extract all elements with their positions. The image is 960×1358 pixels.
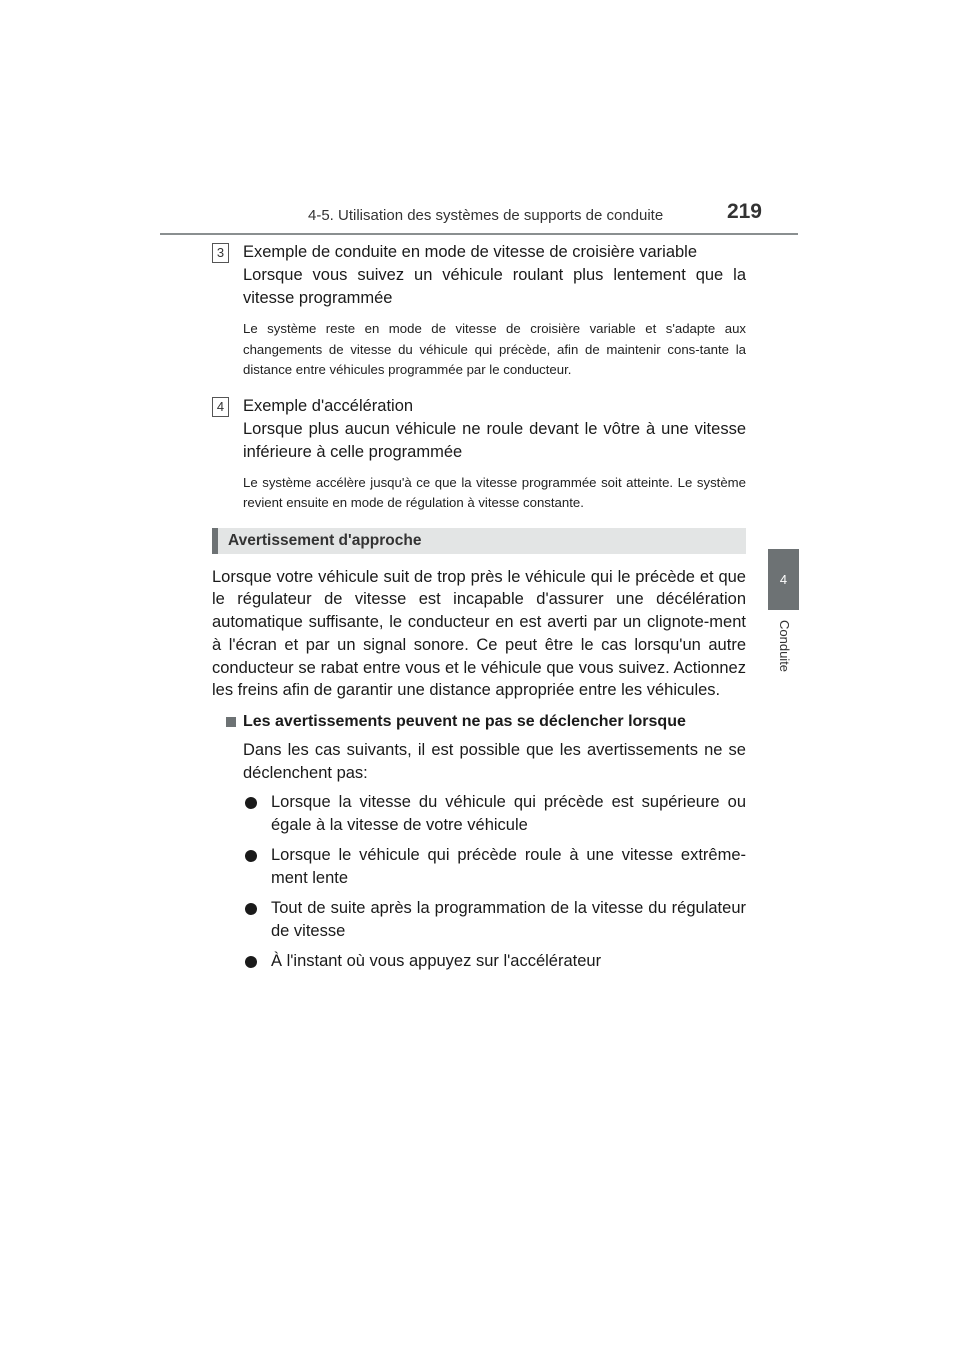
header-divider	[160, 233, 798, 235]
bullet-item	[212, 791, 746, 837]
bullet-dot-icon	[245, 956, 257, 968]
list-item-3	[212, 241, 746, 381]
page-number: 219	[726, 200, 762, 223]
item-title: Exemple d'accélération	[243, 396, 414, 415]
section-paragraph: Lorsque votre véhicule suit de trop près le véhicule qui le précède et que le régulateur de vitesse est incapable d'assurer une décélération automatique suffisante, le conducteur en est averti par un clignote-ment à l'écran et par un signal sonore. Ce peut être le cas lorsqu'un autre conducteur se rabat entre vous et le véhicule que vous suivez. Actionnez les freins afin de garantir une distance appropriée entre les véhicules.	[212, 567, 746, 700]
subheading-text: Les avertissements peuvent ne pas se déclencher lorsque	[243, 713, 686, 731]
item-number-badge: 4	[212, 397, 229, 417]
chapter-tab	[768, 549, 799, 610]
item-note: Le système reste en mode de vitesse de croisière variable et s'adapte aux changements de vitesse du véhicule qui précède, afin de maintenir cons-tante la distance entre véhicules programmée par le conducteur.	[243, 321, 746, 377]
bullet-dot-icon	[245, 850, 257, 862]
bullet-dot-icon	[245, 797, 257, 809]
item-subtitle: Lorsque vous suivez un véhicule roulant plus lentement que la vitesse programmée	[243, 266, 746, 307]
bullet-text: À l'instant où vous appuyez sur l'accélérateur	[271, 952, 602, 971]
chapter-tab-label: Conduite	[777, 620, 792, 673]
item-number-badge: 3	[212, 243, 229, 263]
list-item-4	[212, 395, 746, 514]
bullet-text: Tout de suite après la programmation de la vitesse du régulateur de vitesse	[271, 899, 746, 941]
page-header	[160, 200, 798, 236]
chapter-tab-number: 4	[779, 572, 788, 587]
bullet-text: Lorsque le véhicule qui précède roule à une vitesse extrême-ment lente	[271, 846, 746, 888]
item-title: Exemple de conduite en mode de vitesse de croisière variable	[243, 243, 698, 261]
item-subtitle: Lorsque plus aucun véhicule ne roule devant le vôtre à une vitesse inférieure à celle programmée	[243, 419, 746, 461]
subheading	[212, 710, 746, 733]
page-content	[212, 241, 746, 980]
bullet-item	[212, 897, 746, 943]
square-bullet-icon	[226, 717, 236, 727]
item-note: Le système accélère jusqu'à ce que la vitesse programmée soit atteinte. Le système revient ensuite en mode de régulation à vitesse constante.	[243, 474, 746, 510]
bullet-item	[212, 844, 746, 890]
chapter-title: 4-5. Utilisation des systèmes de supports de conduite	[308, 207, 664, 224]
bullet-item	[212, 950, 746, 973]
bullet-text: Lorsque la vitesse du véhicule qui précède est supérieure ou égale à la vitesse de votre véhicule	[271, 793, 746, 835]
bullet-dot-icon	[245, 903, 257, 915]
section-heading: Avertissement d'approche	[212, 528, 746, 554]
intro-paragraph: Dans les cas suivants, il est possible que les avertissements ne se déclenchent pas:	[243, 741, 746, 783]
